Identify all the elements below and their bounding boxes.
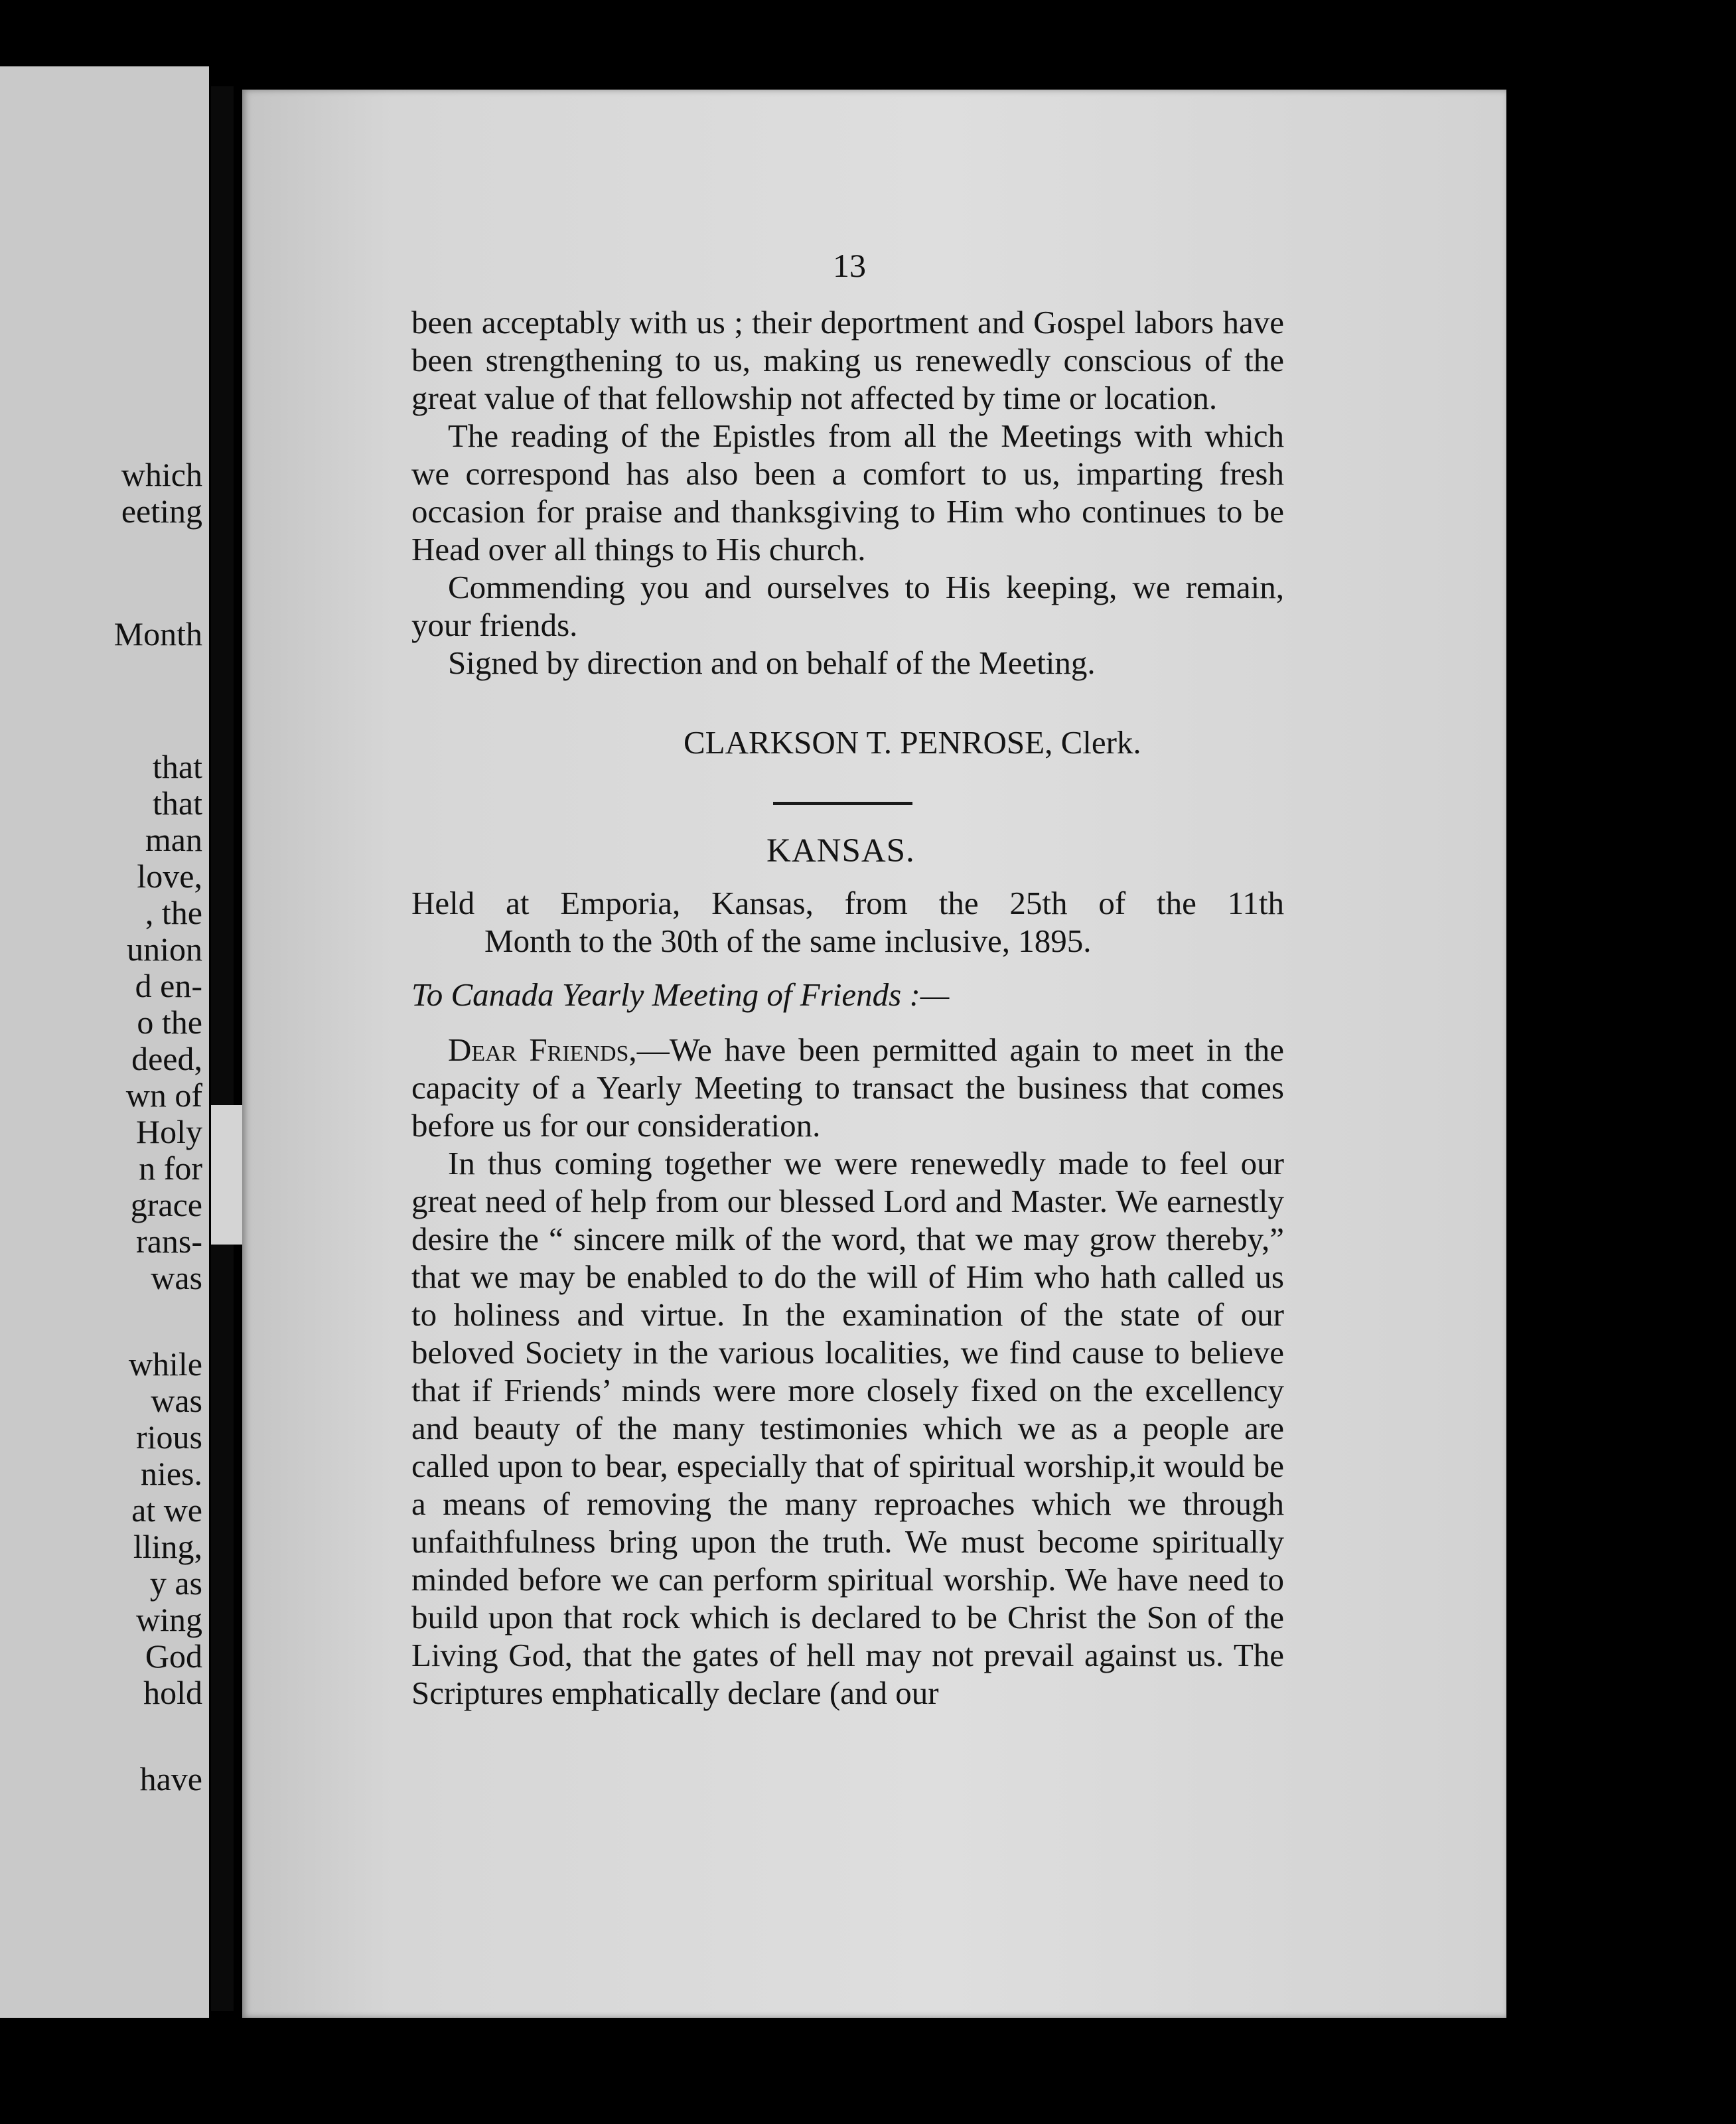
left-page-line: wing — [136, 1601, 202, 1638]
left-page-line: which — [121, 456, 202, 493]
left-page-line: o the — [137, 1004, 202, 1041]
paragraph: Commending you and ourselves to His keeping, we remain, your friends. — [411, 569, 1284, 643]
left-page-line: man — [145, 821, 202, 858]
spine-tab — [211, 1105, 243, 1245]
left-page-line: Month — [113, 615, 202, 652]
left-page-line: Holy — [136, 1113, 202, 1150]
paragraph-text: —We have been permitted again to meet in the capacity of a Yearly Meeting to transact the business that comes before us for our consideration. — [411, 1031, 1284, 1144]
meeting-info — [411, 884, 1284, 960]
paragraph: Signed by direction and on behalf of the Meeting. — [448, 645, 1096, 681]
section-divider — [773, 802, 912, 805]
left-page-line: have — [139, 1760, 202, 1797]
left-page-line: grace — [130, 1186, 202, 1223]
paragraph: been acceptably with us ; their deportment and Gospel labors have been strengthening to us, making us renewedly conscious of the great value of that fellowship not affected by time or location. — [411, 304, 1284, 416]
left-page-line: God — [145, 1637, 202, 1675]
left-page-line: deed, — [131, 1040, 202, 1077]
paragraph — [411, 1031, 1284, 1144]
letter-body-top — [411, 303, 1284, 682]
signature: CLARKSON T. PENROSE, Clerk. — [684, 724, 1141, 761]
meeting-info-line: Held at Emporia, Kansas, from the 25th of the 11th — [411, 885, 1284, 921]
left-page-line: rious — [136, 1418, 202, 1456]
left-page-line: eeting — [121, 493, 202, 530]
paragraph: The reading of the Epistles from all the Meetings with which we correspond has also been a comfort to us, imparting fresh occasion for praise and thanksgiving to Him who continues to be Head over all things to His church. — [411, 417, 1284, 568]
left-page-line: , the — [145, 894, 202, 931]
page-number: 13 — [833, 247, 866, 284]
left-page-line: n for — [139, 1150, 202, 1187]
left-page-line: hold — [143, 1674, 202, 1711]
section-heading: KANSAS. — [766, 832, 915, 870]
left-page-line: that — [153, 748, 202, 785]
left-page-line: y as — [149, 1564, 202, 1602]
left-page-line: at we — [131, 1491, 202, 1529]
left-page-line: rans- — [136, 1223, 202, 1260]
left-page-line: love, — [137, 858, 202, 895]
left-page-line: d en- — [135, 967, 202, 1004]
paragraph: In thus coming together we were renewedly made to feel our great need of help from our blessed Lord and Master. We earnestly desire the “ sincere milk of the word, that we may grow thereby,” that we may be enabled to do the will of Him who hath called us to holiness and virtue. In the examination of the state of our beloved Society in the various localities, we find cause to believe that if Friends’ minds were more closely fixed on the excellency and beauty of the many testimonies which we as a people are called upon to bear, especially that of spiritual worship,it would be a means of removing the many reproaches which we through unfaithfulness bring upon the truth. We must become spiritually minded before we can perform spiritual worship. We have need to build upon that rock which is declared to be Christ the Son of the Living God, that the gates of hell may not prevail against us. The Scriptures emphatically declare (and our — [411, 1145, 1284, 1711]
left-page-line: was — [151, 1259, 202, 1296]
left-page-line: that — [153, 785, 202, 822]
dear-friends: Dear Friends, — [448, 1031, 637, 1068]
book-spine — [211, 86, 234, 2011]
left-page-line: wn of — [125, 1077, 202, 1114]
left-page-fragment — [0, 66, 209, 2018]
left-page-line: union — [127, 931, 202, 968]
left-page-line: while — [128, 1345, 202, 1383]
meeting-info-line: Month to the 30th of the same inclusive, 1895. — [484, 923, 1092, 959]
left-page-line: was — [151, 1382, 202, 1419]
left-page-line: lling, — [133, 1528, 202, 1565]
left-page-line: nies. — [140, 1455, 202, 1492]
salutation: To Canada Yearly Meeting of Friends :— — [411, 976, 950, 1013]
letter-body-bottom — [411, 1031, 1284, 1712]
